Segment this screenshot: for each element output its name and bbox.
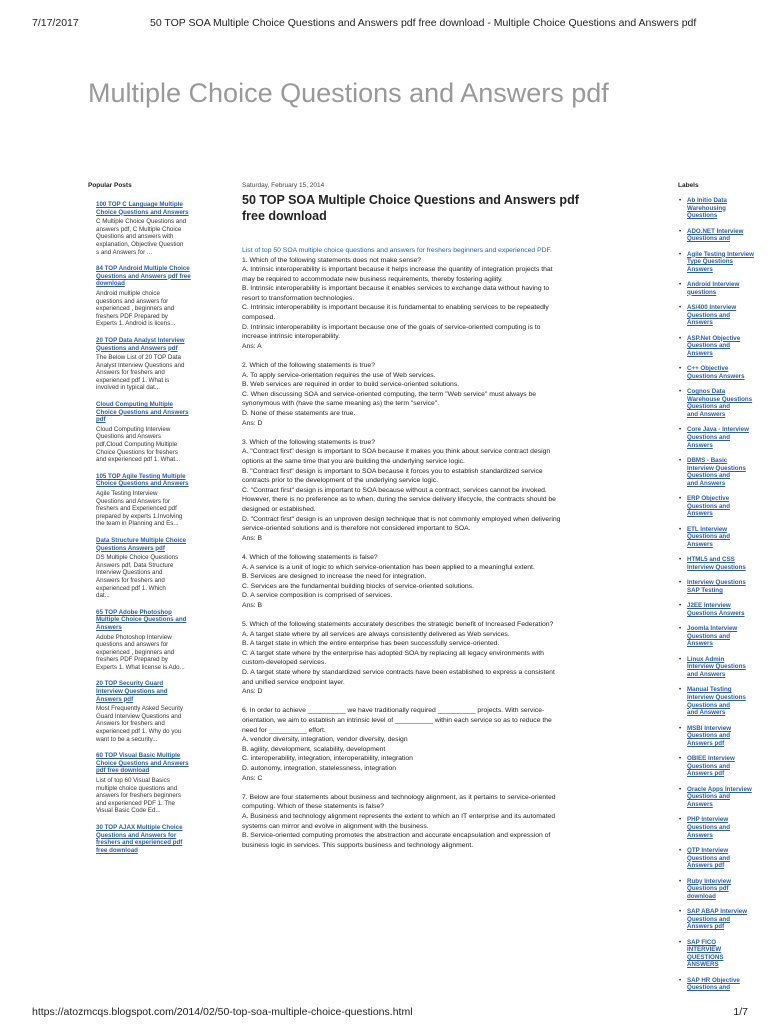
popular-post-title-line: pdf bbox=[96, 416, 106, 424]
popular-post-snippet-line: answers pdf, C Multiple Choice bbox=[96, 225, 182, 233]
label-item[interactable] bbox=[678, 878, 738, 901]
popular-post-snippet-line: experienced , beginners and bbox=[96, 305, 175, 313]
question-line: business logic in services. This supports business and technology alignment. bbox=[242, 841, 474, 849]
popular-post-item bbox=[96, 609, 204, 672]
question-line: computing. Which of these statements is false? bbox=[242, 803, 385, 811]
popular-post-title-line: 20 TOP Security Guard bbox=[96, 680, 164, 688]
label-link-line: • Android Interview bbox=[687, 281, 740, 289]
label-link-line: Answers bbox=[687, 319, 713, 327]
popular-post-title-line: Multiple Choice Questions and bbox=[96, 616, 187, 624]
question-line: A. "Contract first" design is important to SOA because it makes you think about service contract design bbox=[242, 448, 551, 456]
popular-post-snippet-line: answers for freshers beginners bbox=[96, 792, 181, 800]
popular-post-snippet bbox=[96, 554, 204, 600]
label-item[interactable] bbox=[678, 725, 738, 748]
popular-post-title[interactable] bbox=[96, 337, 204, 352]
popular-post-snippet-line: s and Answers for ... bbox=[96, 248, 153, 256]
question-line: C. Services are the fundamental building blocks of service-oriented solutions. bbox=[242, 582, 474, 590]
label-link-line: QUESTIONS bbox=[687, 953, 724, 961]
popular-post-snippet-line: questions and answers for bbox=[96, 641, 169, 649]
label-link-line: Answers bbox=[687, 441, 713, 449]
label-link-line: Questions and bbox=[687, 915, 730, 923]
question-line: custom-developed services. bbox=[242, 659, 327, 667]
label-link-line: Warehouse Questions bbox=[687, 395, 753, 403]
label-link-line: Questions and bbox=[687, 472, 730, 480]
popular-post-title-line: 105 TOP Agile Testing Multiple bbox=[96, 472, 186, 480]
popular-post-title[interactable] bbox=[96, 537, 204, 552]
post-title-line: free download bbox=[242, 209, 327, 223]
popular-post-title-line: 65 TOP Adobe Photoshop bbox=[96, 608, 172, 616]
popular-post-snippet-line: involved in typical dat... bbox=[96, 384, 160, 392]
popular-post-snippet-line: Adobe Photoshop Interview bbox=[96, 633, 172, 641]
post-title-line: 50 TOP SOA Multiple Choice Questions and Answers pdf bbox=[242, 193, 579, 207]
popular-posts-list bbox=[88, 201, 218, 854]
question-line: Ans: B bbox=[242, 534, 263, 542]
label-link-line: Questions and bbox=[687, 434, 730, 442]
question-line: orientation, we aim to establish an intrinsic level of __________ within each service so as to reduce the bbox=[242, 717, 552, 724]
print-date: 7/17/2017 bbox=[32, 17, 79, 29]
label-link-line: Answers bbox=[687, 831, 713, 839]
popular-post-snippet-line: Guard Interview Questions and bbox=[96, 712, 182, 720]
question-line: contracts prior to the development of the underlying service logic. bbox=[242, 477, 439, 485]
popular-post-title[interactable] bbox=[96, 201, 204, 216]
popular-post-title-line: 84 TOP Android Multiple Choice bbox=[96, 265, 190, 273]
popular-post-title-line: freshers and experienced pdf bbox=[96, 839, 183, 847]
label-item[interactable] bbox=[678, 426, 749, 449]
label-item[interactable] bbox=[678, 602, 745, 617]
label-link-line: and Answers bbox=[687, 411, 726, 419]
label-link-line: • Linux Admin bbox=[687, 655, 725, 663]
label-link-line: • Joomla Interview bbox=[687, 625, 738, 633]
popular-post-title-line: Choice Questions and Answers bbox=[96, 759, 189, 767]
label-link-line: Questions and bbox=[687, 342, 730, 350]
label-link-line: • HTML5 and CSS bbox=[687, 556, 735, 564]
question-line: Ans: B bbox=[242, 601, 263, 609]
question-line: Ans: C bbox=[242, 774, 263, 782]
label-link-line: Interview Questions bbox=[687, 694, 746, 702]
labels-list bbox=[678, 197, 754, 992]
question-line: need for __________ effort. bbox=[242, 726, 326, 734]
popular-post-snippet-line: experienced , beginners and bbox=[96, 648, 175, 656]
popular-post-snippet-line: Answers pdf, Data Structure bbox=[96, 561, 174, 569]
label-link-line: Questions and bbox=[687, 854, 730, 862]
label-link-line: • SAP ABAP Interview bbox=[687, 908, 748, 916]
popular-post-snippet-line: The Below List of 20 TOP Data bbox=[96, 354, 181, 362]
label-link-line: INTERVIEW bbox=[687, 946, 722, 954]
label-item[interactable] bbox=[678, 304, 738, 327]
popular-posts-sidebar bbox=[88, 182, 218, 863]
question-line: D. A service composition is comprised of services. bbox=[242, 592, 393, 600]
label-link-line: • SAP FICO bbox=[687, 938, 717, 946]
label-item[interactable] bbox=[678, 281, 738, 296]
question-line: 3. Which of the following statements is true? bbox=[242, 438, 375, 446]
question-line: D. Intrinsic interoperability is important because one of the goals of service-oriented computing is to bbox=[242, 323, 541, 331]
label-link-line: Questions and bbox=[687, 762, 730, 770]
label-link-line: and Answers bbox=[687, 709, 726, 717]
label-link-line: • ETL Interview bbox=[687, 525, 728, 533]
question-line: C. When discussing SOA and service-oriented computing, the term "Web service" must always be bbox=[242, 390, 537, 398]
label-item[interactable] bbox=[678, 939, 738, 969]
label-item[interactable] bbox=[678, 908, 748, 931]
popular-post-title-line: pdf free download bbox=[96, 767, 150, 775]
popular-post-snippet-line: Interview Questions and bbox=[96, 569, 163, 577]
popular-post-item bbox=[96, 824, 204, 854]
label-link-line: questions bbox=[687, 288, 717, 296]
popular-post-snippet bbox=[96, 426, 204, 464]
label-item[interactable] bbox=[678, 755, 738, 778]
label-link-line: Questions bbox=[687, 212, 718, 220]
label-item[interactable] bbox=[678, 495, 738, 518]
popular-post-snippet-line: C Multiple Choice Questions and bbox=[96, 218, 187, 226]
question-line: D. "Contract first" design is an unproven design technique that is not commonly employed when delivering bbox=[242, 515, 561, 523]
popular-post-snippet bbox=[96, 490, 204, 528]
question-line: Ans: A bbox=[242, 342, 262, 350]
label-link-line: Questions Answers bbox=[687, 372, 745, 380]
popular-post-snippet-line: Android multiple choice bbox=[96, 289, 160, 297]
question-line: A. A service is a unit of logic to which service-orientation has been applied to a meaningful extent. bbox=[242, 563, 535, 571]
popular-post-item bbox=[96, 401, 204, 464]
popular-post-title-line: free download bbox=[96, 846, 138, 854]
popular-post-item bbox=[96, 337, 204, 392]
popular-post-title[interactable] bbox=[96, 609, 204, 632]
popular-post-snippet-line: and experienced PDF 1. The bbox=[96, 799, 175, 807]
label-link-line: • Ruby Interview bbox=[687, 877, 732, 885]
print-document-title: 50 TOP SOA Multiple Choice Questions and Answers pdf free download - Multiple Choice Questions and Answers pdf bbox=[150, 17, 697, 29]
popular-post-title-line: Answers bbox=[96, 623, 122, 631]
popular-post-snippet-line: DS Multiple Choice Questions bbox=[96, 554, 179, 562]
label-link-line: Questions and bbox=[687, 984, 730, 992]
popular-post-snippet-line: explanation, Objective Question bbox=[96, 240, 184, 248]
popular-post-snippet-line: freshers and Experienced pdf bbox=[96, 505, 177, 513]
popular-post-snippet-line: freshers PDF Prepared by bbox=[96, 656, 168, 664]
label-link-line: • MSBI Interview bbox=[687, 724, 732, 732]
labels-heading: Labels bbox=[678, 182, 699, 189]
label-link-line: Answers pdf bbox=[687, 739, 725, 747]
print-header bbox=[32, 17, 748, 31]
question-line: 1. Which of the following statements does not make sense? bbox=[242, 256, 422, 264]
popular-post-title-line: Choice Questions and Answers bbox=[96, 480, 189, 488]
label-link-line: Answers bbox=[687, 265, 713, 273]
label-item[interactable] bbox=[678, 579, 746, 594]
question-line: C. interoperability, integration, interoperability, integration bbox=[242, 755, 413, 763]
question-line: 2. Which of the following statements is true? bbox=[242, 362, 375, 370]
popular-post-snippet-line: Questions and Answers for bbox=[96, 497, 170, 505]
post-intro: List of top 50 SOA multiple choice questions and answers for freshers beginners and experienced PDF. bbox=[242, 247, 552, 254]
popular-post-title[interactable] bbox=[96, 680, 204, 703]
popular-post-snippet-line: and experienced pdf 1. What... bbox=[96, 456, 181, 464]
popular-post-snippet-line: experienced pdf 1. Why do you bbox=[96, 728, 182, 736]
label-link-line: and Answers bbox=[687, 479, 726, 487]
popular-post-snippet-line: Questions and answers with bbox=[96, 233, 174, 241]
label-link-line: Questions and bbox=[687, 502, 730, 510]
question-line: B. A target state in which the entire enterprise has been successfully service-oriented. bbox=[242, 640, 500, 648]
popular-post-snippet-line: Choice Questions for freshers bbox=[96, 448, 178, 456]
popular-post-title-line: Choice Questions and Answers bbox=[96, 208, 189, 216]
popular-post-snippet-line: freshers PDF Prepared by bbox=[96, 312, 168, 320]
popular-post-title-line: Questions Answers pdf bbox=[96, 544, 165, 552]
label-link-line: Questions and bbox=[687, 403, 730, 411]
popular-post-title[interactable] bbox=[96, 752, 204, 775]
question-line: service-oriented solutions and is therefore not considered important to SOA. bbox=[242, 525, 471, 533]
label-link-line: Answers pdf bbox=[687, 923, 725, 931]
popular-post-title-line: 30 TOP AJAX Multiple Choice bbox=[96, 823, 183, 831]
question-line: B. "Contract first" design is important to SOA because it forces you to establish standardized service bbox=[242, 467, 543, 475]
question-block bbox=[242, 553, 660, 611]
popular-post-snippet-line: List of top 60 Visual Basics bbox=[96, 777, 170, 784]
popular-post-snippet-line: experienced pdf 1. What is bbox=[96, 376, 170, 384]
label-link-line: Questions and bbox=[687, 235, 730, 243]
popular-post-snippet-line: Experts 1. Android is licens... bbox=[96, 320, 176, 328]
question-line: may be required to accommodate new business requirements, thereby fostering agility. bbox=[242, 275, 503, 283]
label-item[interactable] bbox=[678, 197, 738, 220]
label-item[interactable] bbox=[678, 816, 738, 839]
label-link-line: • J2EE Interview bbox=[687, 602, 731, 610]
label-link-line: Questions Answers bbox=[687, 609, 745, 617]
label-item[interactable] bbox=[678, 250, 754, 274]
question-line: C. "Contract first" design is important to SOA because without a contract, services cannot be invoked. bbox=[242, 486, 547, 494]
question-line: composed. bbox=[242, 314, 276, 322]
label-link-line: • Ab Initio Data bbox=[687, 197, 727, 204]
label-link-line: SAP Testing bbox=[687, 586, 723, 594]
label-link-line: • SAP HR Objective bbox=[687, 976, 740, 984]
question-line: D. None of these statements are true. bbox=[242, 410, 356, 417]
popular-post-snippet-line: the team in Planning and Es... bbox=[96, 520, 179, 528]
label-link-line: Interview Questions bbox=[687, 663, 746, 671]
popular-post-snippet-line: Most Frequently Asked Security bbox=[96, 705, 184, 713]
question-line: C. Intrinsic interoperability is important because it is fundamental to enabling services to be repeatedly bbox=[242, 304, 549, 312]
question-block bbox=[242, 438, 660, 544]
question-line: 5. Which of the following statements accurately describes the strategic benefit of Increased Federation? bbox=[242, 621, 554, 629]
print-page-number: 1/7 bbox=[733, 1006, 748, 1018]
popular-post-title-line: Questions and Answers for bbox=[96, 831, 177, 839]
popular-post-title-line: 20 TOP Data Analyst Interview bbox=[96, 336, 185, 344]
label-item[interactable] bbox=[678, 227, 744, 243]
label-item[interactable] bbox=[678, 686, 746, 717]
labels-sidebar bbox=[678, 182, 754, 1000]
question-line: B. Service-oriented computing promotes the abstraction and accurate encapsulation and expression of bbox=[242, 832, 551, 840]
question-line: A. Intrinsic interoperability is important because it helps increase the quantity of integration projects that bbox=[242, 266, 553, 274]
question-line: designed or established. bbox=[242, 505, 316, 513]
label-link-line: Interview Questions bbox=[687, 464, 746, 472]
label-link-line: • QTP Interview bbox=[687, 846, 729, 854]
label-link-line: • ASP.Net Objective bbox=[687, 334, 741, 342]
question-line: C. A target state where by the enterprise has adopted SOA by replacing all legacy environments with bbox=[242, 649, 544, 657]
label-link-line: Answers bbox=[687, 800, 713, 808]
popular-post-title[interactable] bbox=[96, 401, 204, 424]
question-block bbox=[242, 793, 660, 851]
label-link-line: • DBMS - Basic bbox=[687, 457, 728, 465]
blog-title[interactable]: Multiple Choice Questions and Answers pdf bbox=[88, 78, 609, 108]
popular-post-item bbox=[96, 201, 204, 256]
label-link-line: • AS/400 Interview bbox=[687, 304, 737, 312]
question-line: 7. Below are four statements about business and technology alignment, as it pertains to service-oriented bbox=[242, 793, 556, 801]
questions-list bbox=[242, 256, 660, 851]
label-item[interactable] bbox=[678, 365, 745, 380]
popular-post-snippet bbox=[96, 705, 204, 743]
popular-post-snippet-line: prepared by experts 1.Involving bbox=[96, 512, 183, 520]
popular-post-title[interactable] bbox=[96, 473, 204, 488]
label-link-line: Questions and bbox=[687, 732, 730, 740]
popular-post-snippet-line: dat... bbox=[96, 592, 110, 600]
label-link-line: Questions and bbox=[687, 701, 730, 709]
post-title[interactable] bbox=[242, 192, 660, 224]
label-link-line: • OBIEE Interview bbox=[687, 755, 735, 763]
popular-post-snippet-line: pdf,Cloud Computing Multiple bbox=[96, 441, 178, 449]
label-link-line: Warehousing bbox=[687, 204, 726, 212]
label-item[interactable] bbox=[678, 457, 746, 487]
label-item[interactable] bbox=[678, 847, 738, 870]
label-link-line: • Agile Testing Interview bbox=[687, 250, 754, 258]
popular-post-item bbox=[96, 752, 204, 815]
question-line: increase intrinsic interoperability. bbox=[242, 333, 341, 341]
label-link-line: Questions and bbox=[687, 793, 730, 801]
question-line: B. agility, development, scalability, development bbox=[242, 745, 386, 753]
question-line: systems can mirror and evolve in alignment with the business. bbox=[242, 822, 429, 830]
popular-post-title-line: 100 TOP C Language Multiple bbox=[96, 201, 183, 208]
popular-post-snippet-line: Answers for freshers and bbox=[96, 576, 165, 584]
popular-post-snippet-line: Experts 1. What license is Ado... bbox=[96, 663, 185, 671]
popular-post-snippet-line: Answers for freshers and bbox=[96, 720, 165, 728]
popular-post-title-line: 60 TOP Visual Basic Multiple bbox=[96, 752, 181, 760]
question-line: A. Business and technology alignment represents the extent to which an IT enterprise and its automated bbox=[242, 812, 556, 820]
question-line: B. Intrinsic interoperability is important because it enables services to exchange data without having to bbox=[242, 285, 550, 293]
label-link-line: Questions pdf bbox=[687, 885, 729, 893]
question-block bbox=[242, 706, 660, 783]
popular-post-title[interactable] bbox=[96, 824, 204, 854]
post-main bbox=[242, 182, 660, 860]
question-line: B. Web services are required in order to build service-oriented solutions. bbox=[242, 381, 460, 389]
popular-post-snippet-line: Agile Testing Interview bbox=[96, 490, 158, 497]
label-link-line: • Oracle Apps Interview bbox=[687, 785, 752, 793]
label-link-line: Questions and bbox=[687, 632, 730, 640]
popular-post-title-line: Cloud Computing Multiple bbox=[96, 401, 173, 409]
popular-post-item bbox=[96, 680, 204, 743]
label-link-line: Answers pdf bbox=[687, 862, 725, 870]
question-line: However, there is no preference as to when, during the service delivery lifecycle, the contracts should be bbox=[242, 496, 556, 504]
question-line: D. A target state where by standardized service contracts have been established to express a consistent bbox=[242, 669, 555, 677]
popular-post-snippet bbox=[96, 777, 204, 815]
popular-post-snippet-line: Analyst Interview Questions and bbox=[96, 361, 185, 369]
label-item[interactable] bbox=[678, 526, 738, 549]
question-line: A. To apply service-orientation requires the use of Web services. bbox=[242, 371, 436, 379]
popular-post-title[interactable] bbox=[96, 265, 204, 288]
label-link-line: Questions and bbox=[687, 823, 730, 831]
label-link-line: Questions and bbox=[687, 311, 730, 319]
popular-post-snippet-line: experienced pdf 1. Which bbox=[96, 584, 166, 592]
label-link-line: Answers bbox=[687, 640, 713, 648]
question-line: B. Services are designed to increase the need for integration. bbox=[242, 573, 427, 581]
popular-post-title-line: Interview Questions and bbox=[96, 688, 168, 696]
popular-post-title-line: download bbox=[96, 280, 125, 288]
question-line: Ans: D bbox=[242, 419, 263, 427]
popular-post-snippet-line: questions and answers for bbox=[96, 297, 169, 305]
label-link-line: ANSWERS bbox=[687, 961, 719, 969]
label-link-line: Answers bbox=[687, 540, 713, 548]
popular-post-title-line: Choice Questions and Answers bbox=[96, 408, 189, 416]
label-link-line: Answers bbox=[687, 510, 713, 518]
question-line: Ans: D bbox=[242, 688, 263, 696]
popular-post-snippet bbox=[96, 634, 204, 672]
popular-post-title-line: Questions and Answers pdf bbox=[96, 344, 178, 352]
question-line: resort to transformation technologies. bbox=[242, 294, 355, 302]
label-item[interactable] bbox=[678, 977, 738, 992]
label-item[interactable] bbox=[678, 625, 738, 648]
label-link-line: • PHP Interview bbox=[687, 816, 729, 824]
print-url: https://atozmcqs.blogspot.com/2014/02/50-top-soa-multiple-choice-questions.html bbox=[32, 1006, 413, 1018]
question-block bbox=[242, 620, 660, 697]
popular-post-snippet-line: Questions and Answers bbox=[96, 433, 162, 441]
popular-post-title-line: Questions and Answers pdf free bbox=[96, 272, 191, 280]
question-line: and unified service endpoint layer. bbox=[242, 678, 345, 686]
question-line: A. vendor diversity, integration, vendor diversity, design bbox=[242, 736, 408, 744]
question-line: 6. In order to achieve __________ we have traditionally required __________ projects. With service- bbox=[242, 707, 545, 715]
label-item[interactable] bbox=[678, 556, 746, 571]
label-link-line: Answers bbox=[687, 349, 713, 357]
post-date: Saturday, February 15, 2014 bbox=[242, 182, 325, 189]
label-link-line: Answers pdf bbox=[687, 770, 725, 778]
label-link-line: and Answers bbox=[687, 671, 726, 679]
label-link-line: download bbox=[687, 892, 716, 900]
label-link-line: Questions and bbox=[687, 533, 730, 541]
popular-post-item bbox=[96, 265, 204, 328]
label-link-line: Type Questions bbox=[687, 258, 733, 266]
label-link-line: • Manual Testing bbox=[687, 686, 732, 694]
popular-post-snippet-line: Cloud Computing Interview bbox=[96, 425, 171, 433]
question-line: options at the same time that you are building the underlying service logic. bbox=[242, 457, 465, 465]
popular-posts-heading: Popular Posts bbox=[88, 182, 132, 189]
print-footer bbox=[32, 1006, 748, 1020]
popular-post-snippet bbox=[96, 354, 204, 392]
question-line: 4. Which of the following statements is false? bbox=[242, 553, 378, 561]
label-item[interactable] bbox=[678, 388, 753, 419]
label-link-line: Interview Questions bbox=[687, 563, 746, 571]
popular-post-title-line: Data Structure Multiple Choice bbox=[96, 536, 187, 544]
label-item[interactable] bbox=[678, 334, 741, 358]
popular-post-snippet bbox=[96, 218, 204, 256]
popular-post-item bbox=[96, 537, 204, 600]
label-link-line: • C++ Objective bbox=[687, 365, 729, 373]
question-line: A. A target state where by all services are always consistently delivered as Web services. bbox=[242, 630, 510, 638]
label-link-line: • Interview Questions bbox=[687, 579, 746, 587]
label-link-line: • Core Java - Interview bbox=[687, 426, 749, 434]
label-link-line: • ADO.NET Interview bbox=[687, 227, 744, 235]
popular-post-title-line: Answers pdf bbox=[96, 695, 134, 703]
popular-post-item bbox=[96, 473, 204, 528]
label-item[interactable] bbox=[678, 785, 752, 809]
popular-post-snippet-line: multiple choice questions and bbox=[96, 784, 178, 792]
popular-post-snippet-line: want to be a security... bbox=[96, 735, 158, 743]
popular-post-snippet-line: Visual Basic Code Ed... bbox=[96, 807, 161, 815]
label-link-line: • ERP Objective bbox=[687, 495, 730, 503]
question-line: synonymous with (have the same meaning as) the term "service". bbox=[242, 400, 440, 408]
question-line: D. autonomy, integration, statelessness, integration bbox=[242, 764, 397, 772]
label-item[interactable] bbox=[678, 655, 746, 679]
popular-post-snippet bbox=[96, 290, 204, 328]
popular-post-snippet-line: Answers for freshers and bbox=[96, 369, 165, 377]
question-block bbox=[242, 361, 660, 428]
question-block bbox=[242, 256, 660, 352]
label-link-line: • Cognos Data bbox=[687, 388, 726, 396]
